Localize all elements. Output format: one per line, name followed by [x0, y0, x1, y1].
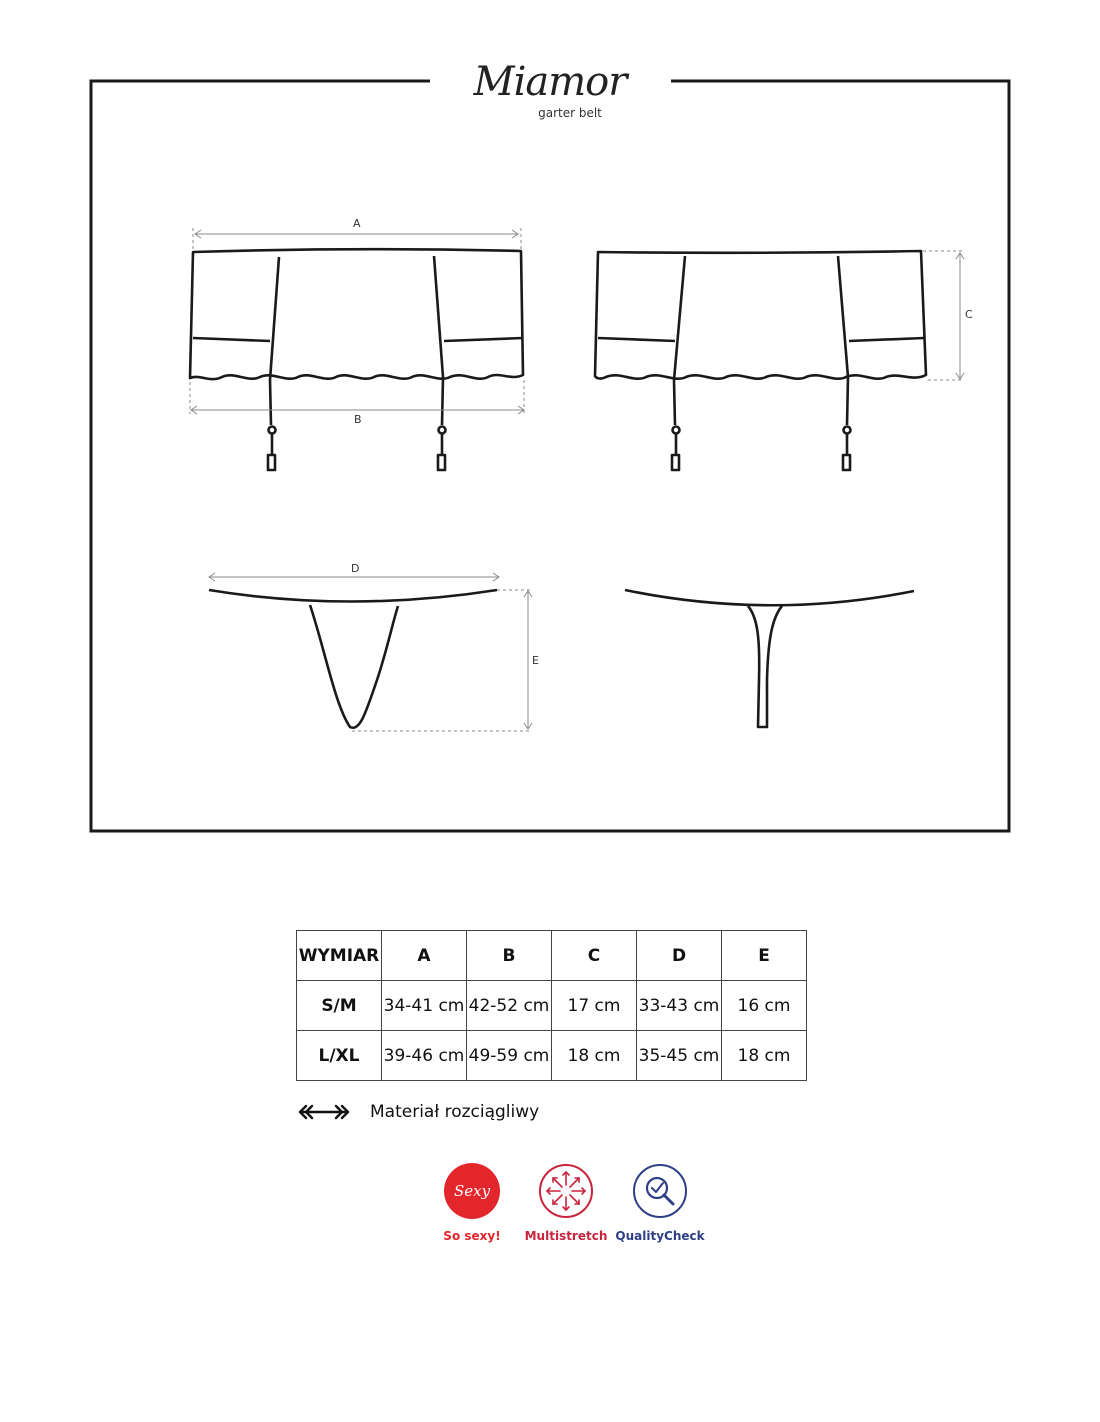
header-e: E [722, 931, 807, 981]
header-b: B [467, 931, 552, 981]
multistretch-icon [538, 1163, 594, 1219]
dimension-label-d: D [351, 562, 360, 575]
frame-border [91, 81, 1009, 831]
badge-quality-check [610, 1163, 710, 1243]
value-cell: 18 cm [722, 1031, 807, 1081]
thong-front [209, 590, 497, 728]
value-cell: 42-52 cm [467, 981, 552, 1031]
dimension-label-c: C [965, 308, 973, 321]
size-cell: S/M [297, 981, 382, 1031]
sexy-icon-text: Sexy [453, 1182, 491, 1200]
brand-name: Miamor [473, 59, 627, 105]
stretch-legend-text: Materiał rozciągliwy [370, 1102, 540, 1122]
value-cell: 16 cm [722, 981, 807, 1031]
value-cell: 18 cm [552, 1031, 637, 1081]
header-wymiar: WYMIAR [297, 931, 382, 981]
table-row [297, 1031, 807, 1081]
badge-label: QualityCheck [615, 1229, 705, 1243]
header-d: D [637, 931, 722, 981]
value-cell: 17 cm [552, 981, 637, 1031]
table-header-row [297, 931, 807, 981]
size-cell: L/XL [297, 1031, 382, 1081]
badge-label: Multistretch [524, 1229, 608, 1243]
dimension-label-a: A [353, 217, 361, 230]
stretch-arrows-icon [296, 1102, 352, 1122]
badge-multistretch [516, 1163, 616, 1243]
value-cell: 34-41 cm [382, 981, 467, 1031]
size-table [296, 930, 807, 1081]
badge-so-sexy [422, 1163, 522, 1243]
value-cell: 39-46 cm [382, 1031, 467, 1081]
dimension-label-b: B [354, 413, 362, 426]
dimension-lines [190, 228, 964, 731]
brand-header [430, 58, 670, 120]
header-a: A [382, 931, 467, 981]
value-cell: 35-45 cm [637, 1031, 722, 1081]
dimension-label-e: E [532, 654, 539, 667]
stretch-legend [296, 1099, 539, 1125]
garter-belt-front [190, 249, 523, 470]
value-cell: 49-59 cm [467, 1031, 552, 1081]
thong-back [625, 590, 914, 727]
table-row [297, 981, 807, 1031]
header-c: C [552, 931, 637, 981]
value-cell: 33-43 cm [637, 981, 722, 1031]
sexy-icon [444, 1163, 500, 1219]
quality-check-icon [632, 1163, 688, 1219]
badge-label: So sexy! [443, 1229, 501, 1243]
product-type: garter belt [538, 106, 602, 120]
garter-belt-back [595, 251, 926, 470]
